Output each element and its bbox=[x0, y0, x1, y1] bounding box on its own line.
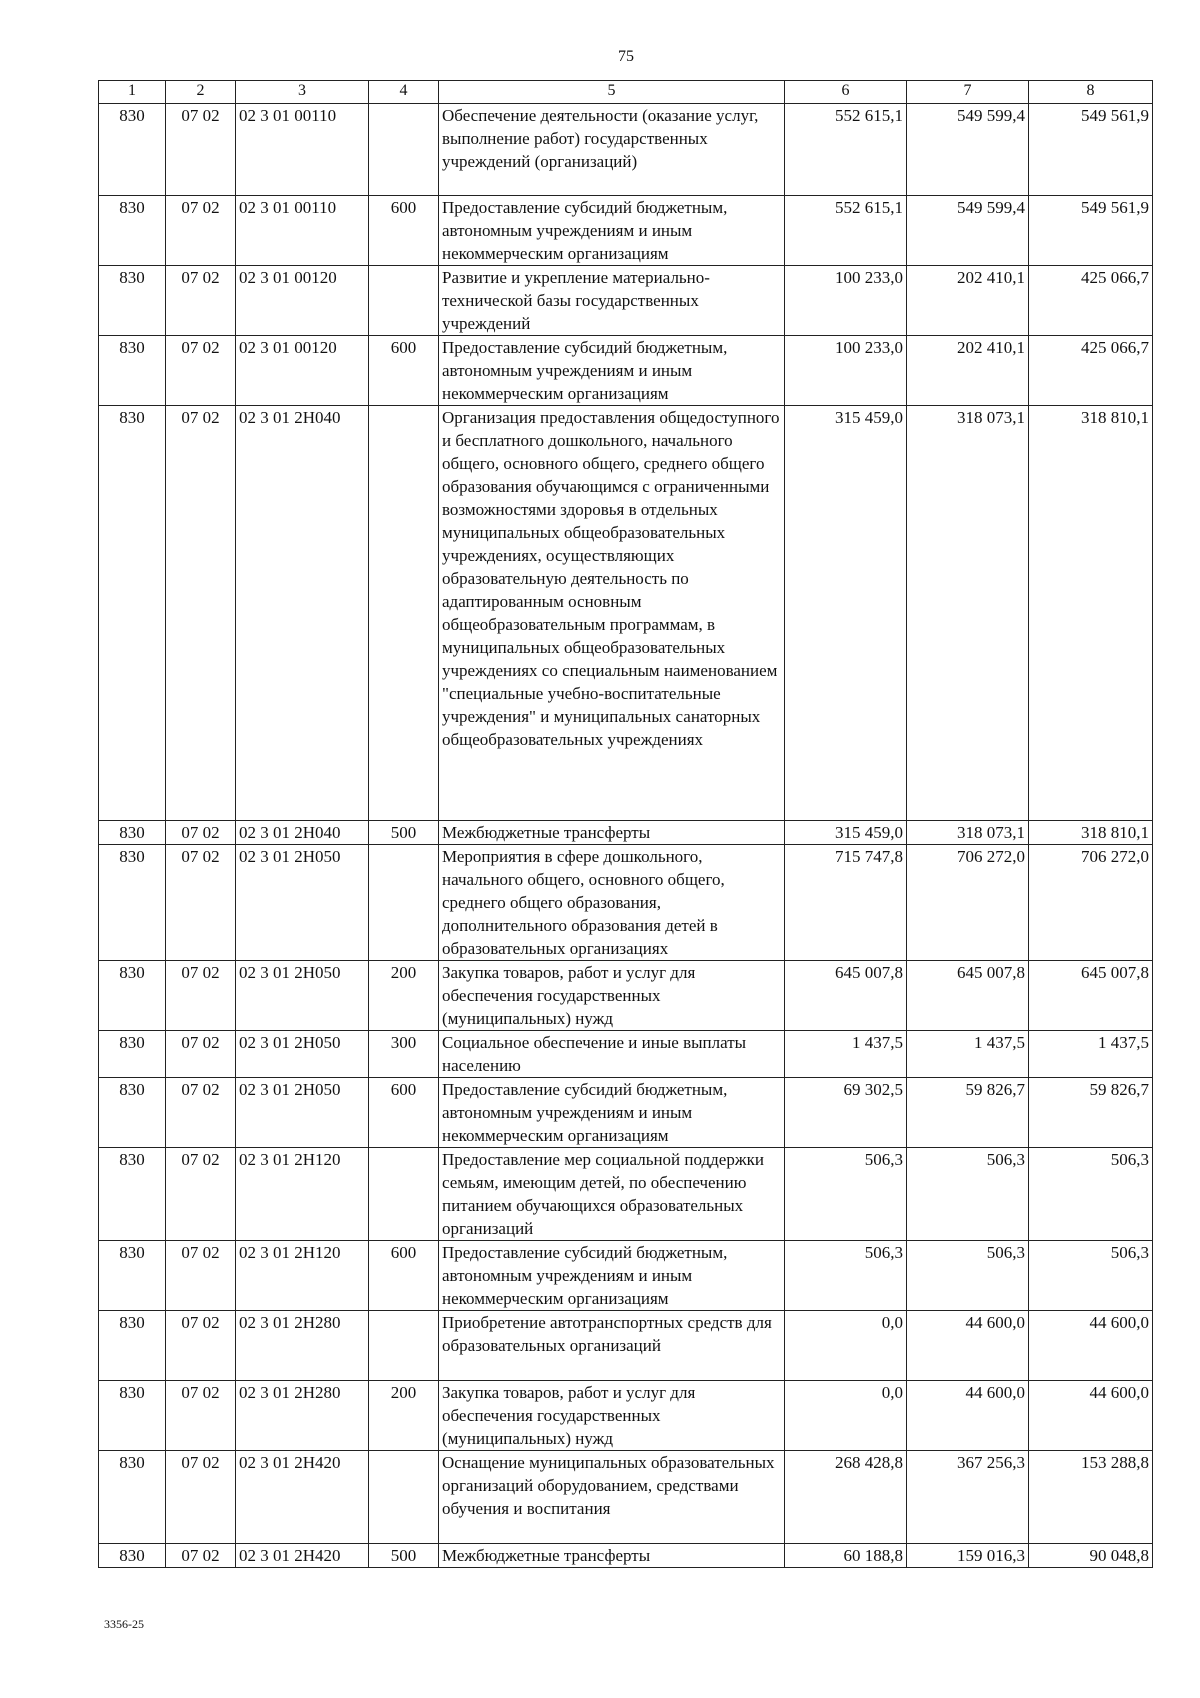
description: Социальное обеспечение и иные выплаты населению bbox=[439, 1031, 785, 1078]
amount-col7: 549 599,4 bbox=[907, 104, 1029, 196]
table-row bbox=[99, 1381, 1153, 1451]
expense-type-code: 200 bbox=[369, 961, 439, 1031]
expense-type-code: 500 bbox=[369, 1544, 439, 1568]
table-row bbox=[99, 1544, 1153, 1568]
target-code: 02 3 01 00110 bbox=[236, 104, 369, 196]
ministry-code: 830 bbox=[99, 961, 166, 1031]
ministry-code: 830 bbox=[99, 1241, 166, 1311]
ministry-code: 830 bbox=[99, 336, 166, 406]
target-code: 02 3 01 2Н040 bbox=[236, 406, 369, 821]
expense-type-code bbox=[369, 104, 439, 196]
expense-type-code bbox=[369, 1311, 439, 1381]
header-cell: 8 bbox=[1029, 81, 1153, 104]
section-code: 07 02 bbox=[166, 336, 236, 406]
section-code: 07 02 bbox=[166, 1381, 236, 1451]
target-code: 02 3 01 2Н120 bbox=[236, 1241, 369, 1311]
target-code: 02 3 01 00110 bbox=[236, 196, 369, 266]
amount-col6: 645 007,8 bbox=[785, 961, 907, 1031]
description: Предоставление субсидий бюджетным, автономным учреждениям и иным некоммерческим организациям bbox=[439, 196, 785, 266]
ministry-code: 830 bbox=[99, 266, 166, 336]
description: Межбюджетные трансферты bbox=[439, 821, 785, 845]
ministry-code: 830 bbox=[99, 104, 166, 196]
expense-type-code: 300 bbox=[369, 1031, 439, 1078]
page-number: 75 bbox=[618, 48, 634, 65]
amount-col6: 60 188,8 bbox=[785, 1544, 907, 1568]
amount-col6: 715 747,8 bbox=[785, 845, 907, 961]
amount-col7: 59 826,7 bbox=[907, 1078, 1029, 1148]
amount-col6: 0,0 bbox=[785, 1381, 907, 1451]
expense-type-code bbox=[369, 406, 439, 821]
amount-col8: 706 272,0 bbox=[1029, 845, 1153, 961]
amount-col8: 153 288,8 bbox=[1029, 1451, 1153, 1544]
expense-type-code: 600 bbox=[369, 1078, 439, 1148]
section-code: 07 02 bbox=[166, 821, 236, 845]
header-cell: 4 bbox=[369, 81, 439, 104]
amount-col7: 44 600,0 bbox=[907, 1311, 1029, 1381]
description: Межбюджетные трансферты bbox=[439, 1544, 785, 1568]
expense-type-code: 600 bbox=[369, 196, 439, 266]
target-code: 02 3 01 2Н050 bbox=[236, 845, 369, 961]
table-row bbox=[99, 196, 1153, 266]
table-row bbox=[99, 1148, 1153, 1241]
amount-col8: 318 810,1 bbox=[1029, 821, 1153, 845]
description: Обеспечение деятельности (оказание услуг, выполнение работ) государственных учреждений (организаций) bbox=[439, 104, 785, 196]
amount-col6: 0,0 bbox=[785, 1311, 907, 1381]
section-code: 07 02 bbox=[166, 1241, 236, 1311]
ministry-code: 830 bbox=[99, 1078, 166, 1148]
section-code: 07 02 bbox=[166, 1031, 236, 1078]
amount-col7: 159 016,3 bbox=[907, 1544, 1029, 1568]
amount-col8: 549 561,9 bbox=[1029, 104, 1153, 196]
target-code: 02 3 01 2Н280 bbox=[236, 1311, 369, 1381]
target-code: 02 3 01 2Н050 bbox=[236, 961, 369, 1031]
table-row bbox=[99, 821, 1153, 845]
amount-col7: 506,3 bbox=[907, 1148, 1029, 1241]
ministry-code: 830 bbox=[99, 406, 166, 821]
header-cell: 1 bbox=[99, 81, 166, 104]
section-code: 07 02 bbox=[166, 1311, 236, 1381]
ministry-code: 830 bbox=[99, 1148, 166, 1241]
table-row bbox=[99, 1031, 1153, 1078]
target-code: 02 3 01 2Н050 bbox=[236, 1078, 369, 1148]
section-code: 07 02 bbox=[166, 196, 236, 266]
amount-col7: 706 272,0 bbox=[907, 845, 1029, 961]
amount-col7: 318 073,1 bbox=[907, 406, 1029, 821]
ministry-code: 830 bbox=[99, 1451, 166, 1544]
amount-col6: 1 437,5 bbox=[785, 1031, 907, 1078]
amount-col6: 506,3 bbox=[785, 1148, 907, 1241]
amount-col6: 552 615,1 bbox=[785, 104, 907, 196]
table-row bbox=[99, 1241, 1153, 1311]
amount-col8: 425 066,7 bbox=[1029, 336, 1153, 406]
amount-col6: 100 233,0 bbox=[785, 266, 907, 336]
section-code: 07 02 bbox=[166, 1148, 236, 1241]
amount-col6: 315 459,0 bbox=[785, 821, 907, 845]
amount-col8: 506,3 bbox=[1029, 1148, 1153, 1241]
expense-type-code: 200 bbox=[369, 1381, 439, 1451]
amount-col8: 645 007,8 bbox=[1029, 961, 1153, 1031]
expense-type-code bbox=[369, 266, 439, 336]
description: Оснащение муниципальных образовательных организаций оборудованием, средствами обучения и воспитания bbox=[439, 1451, 785, 1544]
target-code: 02 3 01 2Н050 bbox=[236, 1031, 369, 1078]
amount-col8: 318 810,1 bbox=[1029, 406, 1153, 821]
section-code: 07 02 bbox=[166, 1078, 236, 1148]
description: Предоставление субсидий бюджетным, автономным учреждениям и иным некоммерческим организациям bbox=[439, 336, 785, 406]
target-code: 02 3 01 2Н420 bbox=[236, 1544, 369, 1568]
section-code: 07 02 bbox=[166, 1451, 236, 1544]
description: Предоставление субсидий бюджетным, автономным учреждениям и иным некоммерческим организациям bbox=[439, 1241, 785, 1311]
description: Мероприятия в сфере дошкольного, начального общего, основного общего, среднего общего образования, дополнительного образования детей в образовательных организациях bbox=[439, 845, 785, 961]
section-code: 07 02 bbox=[166, 1544, 236, 1568]
amount-col6: 100 233,0 bbox=[785, 336, 907, 406]
target-code: 02 3 01 2Н280 bbox=[236, 1381, 369, 1451]
amount-col7: 645 007,8 bbox=[907, 961, 1029, 1031]
header-cell: 5 bbox=[439, 81, 785, 104]
description: Развитие и укрепление материально-технической базы государственных учреждений bbox=[439, 266, 785, 336]
table-row bbox=[99, 336, 1153, 406]
amount-col8: 44 600,0 bbox=[1029, 1381, 1153, 1451]
amount-col6: 268 428,8 bbox=[785, 1451, 907, 1544]
header-cell: 6 bbox=[785, 81, 907, 104]
expense-type-code: 600 bbox=[369, 336, 439, 406]
ministry-code: 830 bbox=[99, 1544, 166, 1568]
amount-col7: 318 073,1 bbox=[907, 821, 1029, 845]
description: Предоставление мер социальной поддержки семьям, имеющим детей, по обеспечению питанием обучающихся образовательных организаций bbox=[439, 1148, 785, 1241]
expense-type-code bbox=[369, 845, 439, 961]
header-cell: 3 bbox=[236, 81, 369, 104]
header-cell: 7 bbox=[907, 81, 1029, 104]
section-code: 07 02 bbox=[166, 266, 236, 336]
section-code: 07 02 bbox=[166, 104, 236, 196]
ministry-code: 830 bbox=[99, 1381, 166, 1451]
ministry-code: 830 bbox=[99, 821, 166, 845]
budget-table bbox=[98, 80, 1153, 1568]
target-code: 02 3 01 2Н420 bbox=[236, 1451, 369, 1544]
target-code: 02 3 01 2Н120 bbox=[236, 1148, 369, 1241]
table-row bbox=[99, 104, 1153, 196]
table-row bbox=[99, 266, 1153, 336]
expense-type-code bbox=[369, 1148, 439, 1241]
ministry-code: 830 bbox=[99, 196, 166, 266]
table-row bbox=[99, 961, 1153, 1031]
amount-col7: 1 437,5 bbox=[907, 1031, 1029, 1078]
description: Предоставление субсидий бюджетным, автономным учреждениям и иным некоммерческим организациям bbox=[439, 1078, 785, 1148]
amount-col6: 69 302,5 bbox=[785, 1078, 907, 1148]
amount-col7: 202 410,1 bbox=[907, 266, 1029, 336]
table-row bbox=[99, 1451, 1153, 1544]
expense-type-code: 500 bbox=[369, 821, 439, 845]
header-row bbox=[99, 81, 1153, 104]
document-footer-code: 3356-25 bbox=[104, 1617, 144, 1631]
table-row bbox=[99, 845, 1153, 961]
description: Приобретение автотранспортных средств для образовательных организаций bbox=[439, 1311, 785, 1381]
amount-col7: 44 600,0 bbox=[907, 1381, 1029, 1451]
amount-col6: 552 615,1 bbox=[785, 196, 907, 266]
amount-col6: 506,3 bbox=[785, 1241, 907, 1311]
ministry-code: 830 bbox=[99, 845, 166, 961]
amount-col8: 549 561,9 bbox=[1029, 196, 1153, 266]
expense-type-code: 600 bbox=[369, 1241, 439, 1311]
target-code: 02 3 01 00120 bbox=[236, 336, 369, 406]
amount-col8: 425 066,7 bbox=[1029, 266, 1153, 336]
amount-col8: 59 826,7 bbox=[1029, 1078, 1153, 1148]
amount-col7: 549 599,4 bbox=[907, 196, 1029, 266]
target-code: 02 3 01 2Н040 bbox=[236, 821, 369, 845]
target-code: 02 3 01 00120 bbox=[236, 266, 369, 336]
section-code: 07 02 bbox=[166, 961, 236, 1031]
header-cell: 2 bbox=[166, 81, 236, 104]
amount-col7: 202 410,1 bbox=[907, 336, 1029, 406]
section-code: 07 02 bbox=[166, 406, 236, 821]
section-code: 07 02 bbox=[166, 845, 236, 961]
ministry-code: 830 bbox=[99, 1311, 166, 1381]
ministry-code: 830 bbox=[99, 1031, 166, 1078]
amount-col7: 506,3 bbox=[907, 1241, 1029, 1311]
amount-col8: 90 048,8 bbox=[1029, 1544, 1153, 1568]
table-row bbox=[99, 406, 1153, 821]
amount-col8: 1 437,5 bbox=[1029, 1031, 1153, 1078]
description: Закупка товаров, работ и услуг для обеспечения государственных (муниципальных) нужд bbox=[439, 961, 785, 1031]
table-row bbox=[99, 1311, 1153, 1381]
amount-col7: 367 256,3 bbox=[907, 1451, 1029, 1544]
expense-type-code bbox=[369, 1451, 439, 1544]
amount-col8: 506,3 bbox=[1029, 1241, 1153, 1311]
table-row bbox=[99, 1078, 1153, 1148]
amount-col8: 44 600,0 bbox=[1029, 1311, 1153, 1381]
description: Организация предоставления общедоступного и бесплатного дошкольного, начального общего, основного общего, среднего общего образования обучающимся с ограниченными возможностями здоровья в отдельных муниципальных общеобразовательных учреждениях, осуществляющих образовательную деятельность по адаптированным основным общеобразовательным программам, в муниципальных общеобразовательных учреждениях со специальным наименованием "специальные учебно-воспитательные учреждения" и муниципальных санаторных общеобразовательных учреждениях bbox=[439, 406, 785, 821]
description: Закупка товаров, работ и услуг для обеспечения государственных (муниципальных) нужд bbox=[439, 1381, 785, 1451]
amount-col6: 315 459,0 bbox=[785, 406, 907, 821]
